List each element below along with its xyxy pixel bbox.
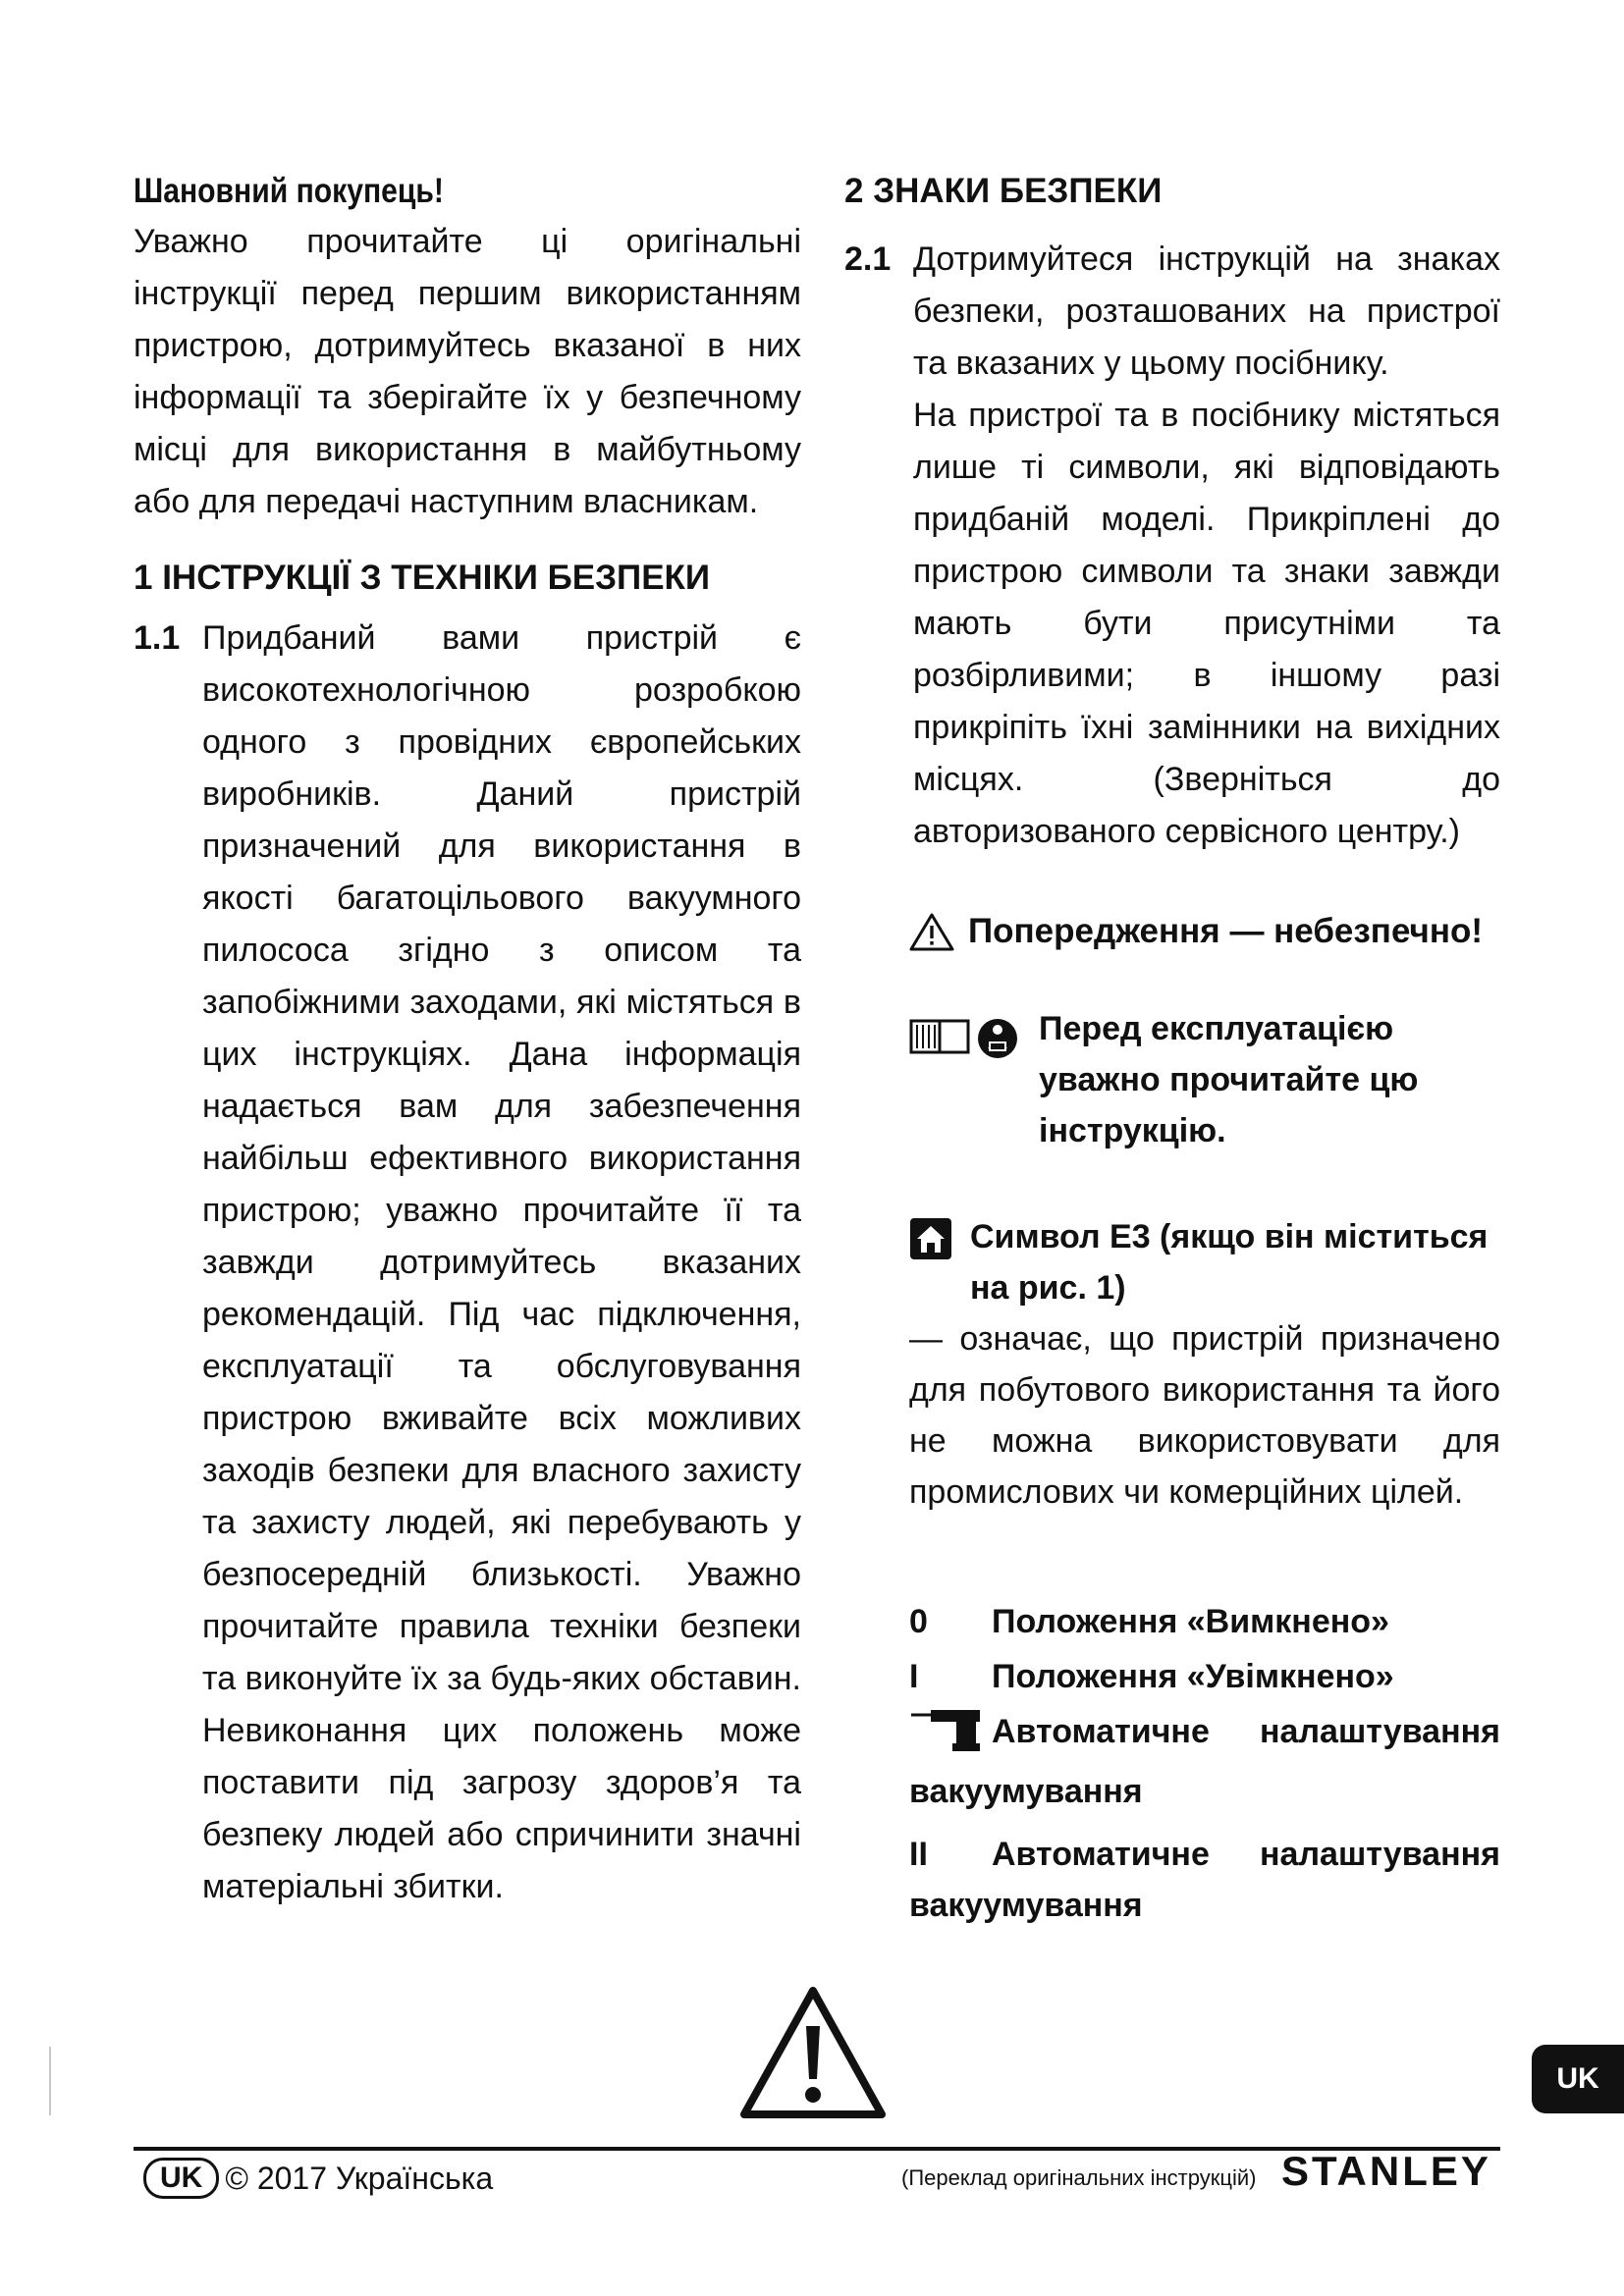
warning-line: [844, 907, 1500, 956]
switch-2-line-2: вакуумування: [909, 1887, 1143, 1924]
warning-text: Попередження — небезпечно!: [968, 912, 1484, 950]
brand-logo: STANLEY: [1281, 2148, 1491, 2194]
footer-left: [143, 2158, 493, 2199]
margin-line: [49, 2047, 51, 2115]
item-2-1-text-b: На пристрої та в посібнику містяться лише ті символи, які відповідають придбаній моделі. Прикріплені до пристрою символи та знаки завжди мають бути присутніми та розбірливими; в іншому разі прикріпіть їхні замінники на вихідних місцях. (Зверніться до авторизованого сервісного центру.): [913, 397, 1500, 850]
switch-2-text: [992, 1829, 1500, 1880]
right-column: [844, 167, 1500, 1931]
switch-auto-row: [909, 1706, 1500, 1766]
left-column: [134, 167, 801, 1913]
switch-auto-symbol: [909, 1706, 992, 1766]
warning-triangle-icon: [909, 912, 954, 951]
greeting-text: Уважно прочитайте ці оригінальні інструкції перед першим використанням пристрою, дотримуйтесь вказаної в них інформації та зберігайте їх у безпечному місці для використання в майбутньому або для передачі наступним власникам.: [134, 223, 801, 520]
switch-0-row: [909, 1596, 1500, 1647]
switch-0-text: Положення «Вимкнено»: [992, 1603, 1389, 1640]
switch-2-word-1: Автоматичне: [992, 1836, 1210, 1873]
read-manual-text: Перед експлуатацією уважно прочитайте цю інструкцію.: [1039, 1010, 1419, 1149]
switch-auto-text: [992, 1706, 1500, 1766]
switch-auto-word-1: Автоматичне: [992, 1713, 1210, 1750]
item-2-1: [844, 234, 1500, 858]
footer-uk-badge: UK: [143, 2158, 219, 2199]
switch-0-symbol: 0: [909, 1603, 928, 1640]
item-1-1-number: 1.1: [134, 619, 181, 657]
switch-2-row: [909, 1829, 1500, 1880]
read-instructions-icon: [976, 1017, 1019, 1060]
item-1-1-text: Придбаний вами пристрій є високотехнологічною розробкою одного з провідних європейських виробників. Даний пристрій призначений для використання в якості багатоцільового вакуумного пилососа згідно з описом та запобіжними заходами, які містяться в цих інструкціях. Дана інформація надається вам для забезпечення найбільш ефективного використання пристрою; уважно прочитайте її та завжди дотримуйтесь вказаних рекомендацій. Під час підключення, експлуатації та обслуговування пристрою вживайте всіх можливих заходів безпеки для власного захисту та захисту людей, які перебувають у безпосередній близькості. Уважно прочитайте правила техніки безпеки та виконуйте їх за будь-яких обставин. Невиконання цих положень може поставити під загрозу здоров’я та безпеку людей або спричинити значні матеріальні збитки.: [202, 619, 801, 1905]
power-tool-icon: [909, 1706, 992, 1751]
item-2-1-number: 2.1: [844, 240, 892, 278]
item-2-1-text-a: Дотримуйтеся інструкцій на знаках безпеки, розташованих на пристрої та вказаних у цьому посібнику.: [913, 240, 1500, 382]
e3-description: — означає, що пристрій призначено для побутового використання та його не можна використовувати для промислових чи комерційних цілей.: [909, 1320, 1500, 1511]
e3-symbol-block: [844, 1211, 1500, 1518]
switch-auto-word-2: налаштування: [1260, 1713, 1500, 1750]
manual-book-icon: [909, 1017, 970, 1056]
switch-positions: [844, 1596, 1500, 1931]
e3-first-line: [909, 1211, 1500, 1313]
footer-copyright: © 2017 Українська: [225, 2160, 494, 2196]
section2-heading: 2 ЗНАКИ БЕЗПЕКИ: [844, 172, 1163, 210]
home-use-icon: [909, 1217, 952, 1260]
item-1-1: [134, 613, 801, 1913]
switch-2-symbol: II: [909, 1836, 928, 1873]
switch-1-text: Положення «Увімкнено»: [992, 1658, 1394, 1695]
large-warning-triangle-icon: [739, 1985, 887, 2120]
switch-1-row: [909, 1651, 1500, 1702]
section1-heading: 1 ІНСТРУКЦІЇ З ТЕХНІКИ БЕЗПЕКИ: [134, 559, 711, 597]
e3-bold-text: Символ E3 (якщо він міститься на рис. 1): [970, 1218, 1489, 1307]
switch-auto-line-2: вакуумування: [909, 1773, 1143, 1810]
read-manual-line: [844, 1003, 1500, 1156]
greeting-title: Шановний покупець!: [134, 172, 444, 210]
language-tab: UK: [1532, 2045, 1624, 2113]
read-manual-icons: [909, 1003, 1019, 1156]
switch-1-symbol: I: [909, 1658, 919, 1695]
footer-translation-note: (Переклад оригінальних інструкцій): [901, 2165, 1257, 2190]
switch-2-word-2: налаштування: [1260, 1836, 1500, 1873]
